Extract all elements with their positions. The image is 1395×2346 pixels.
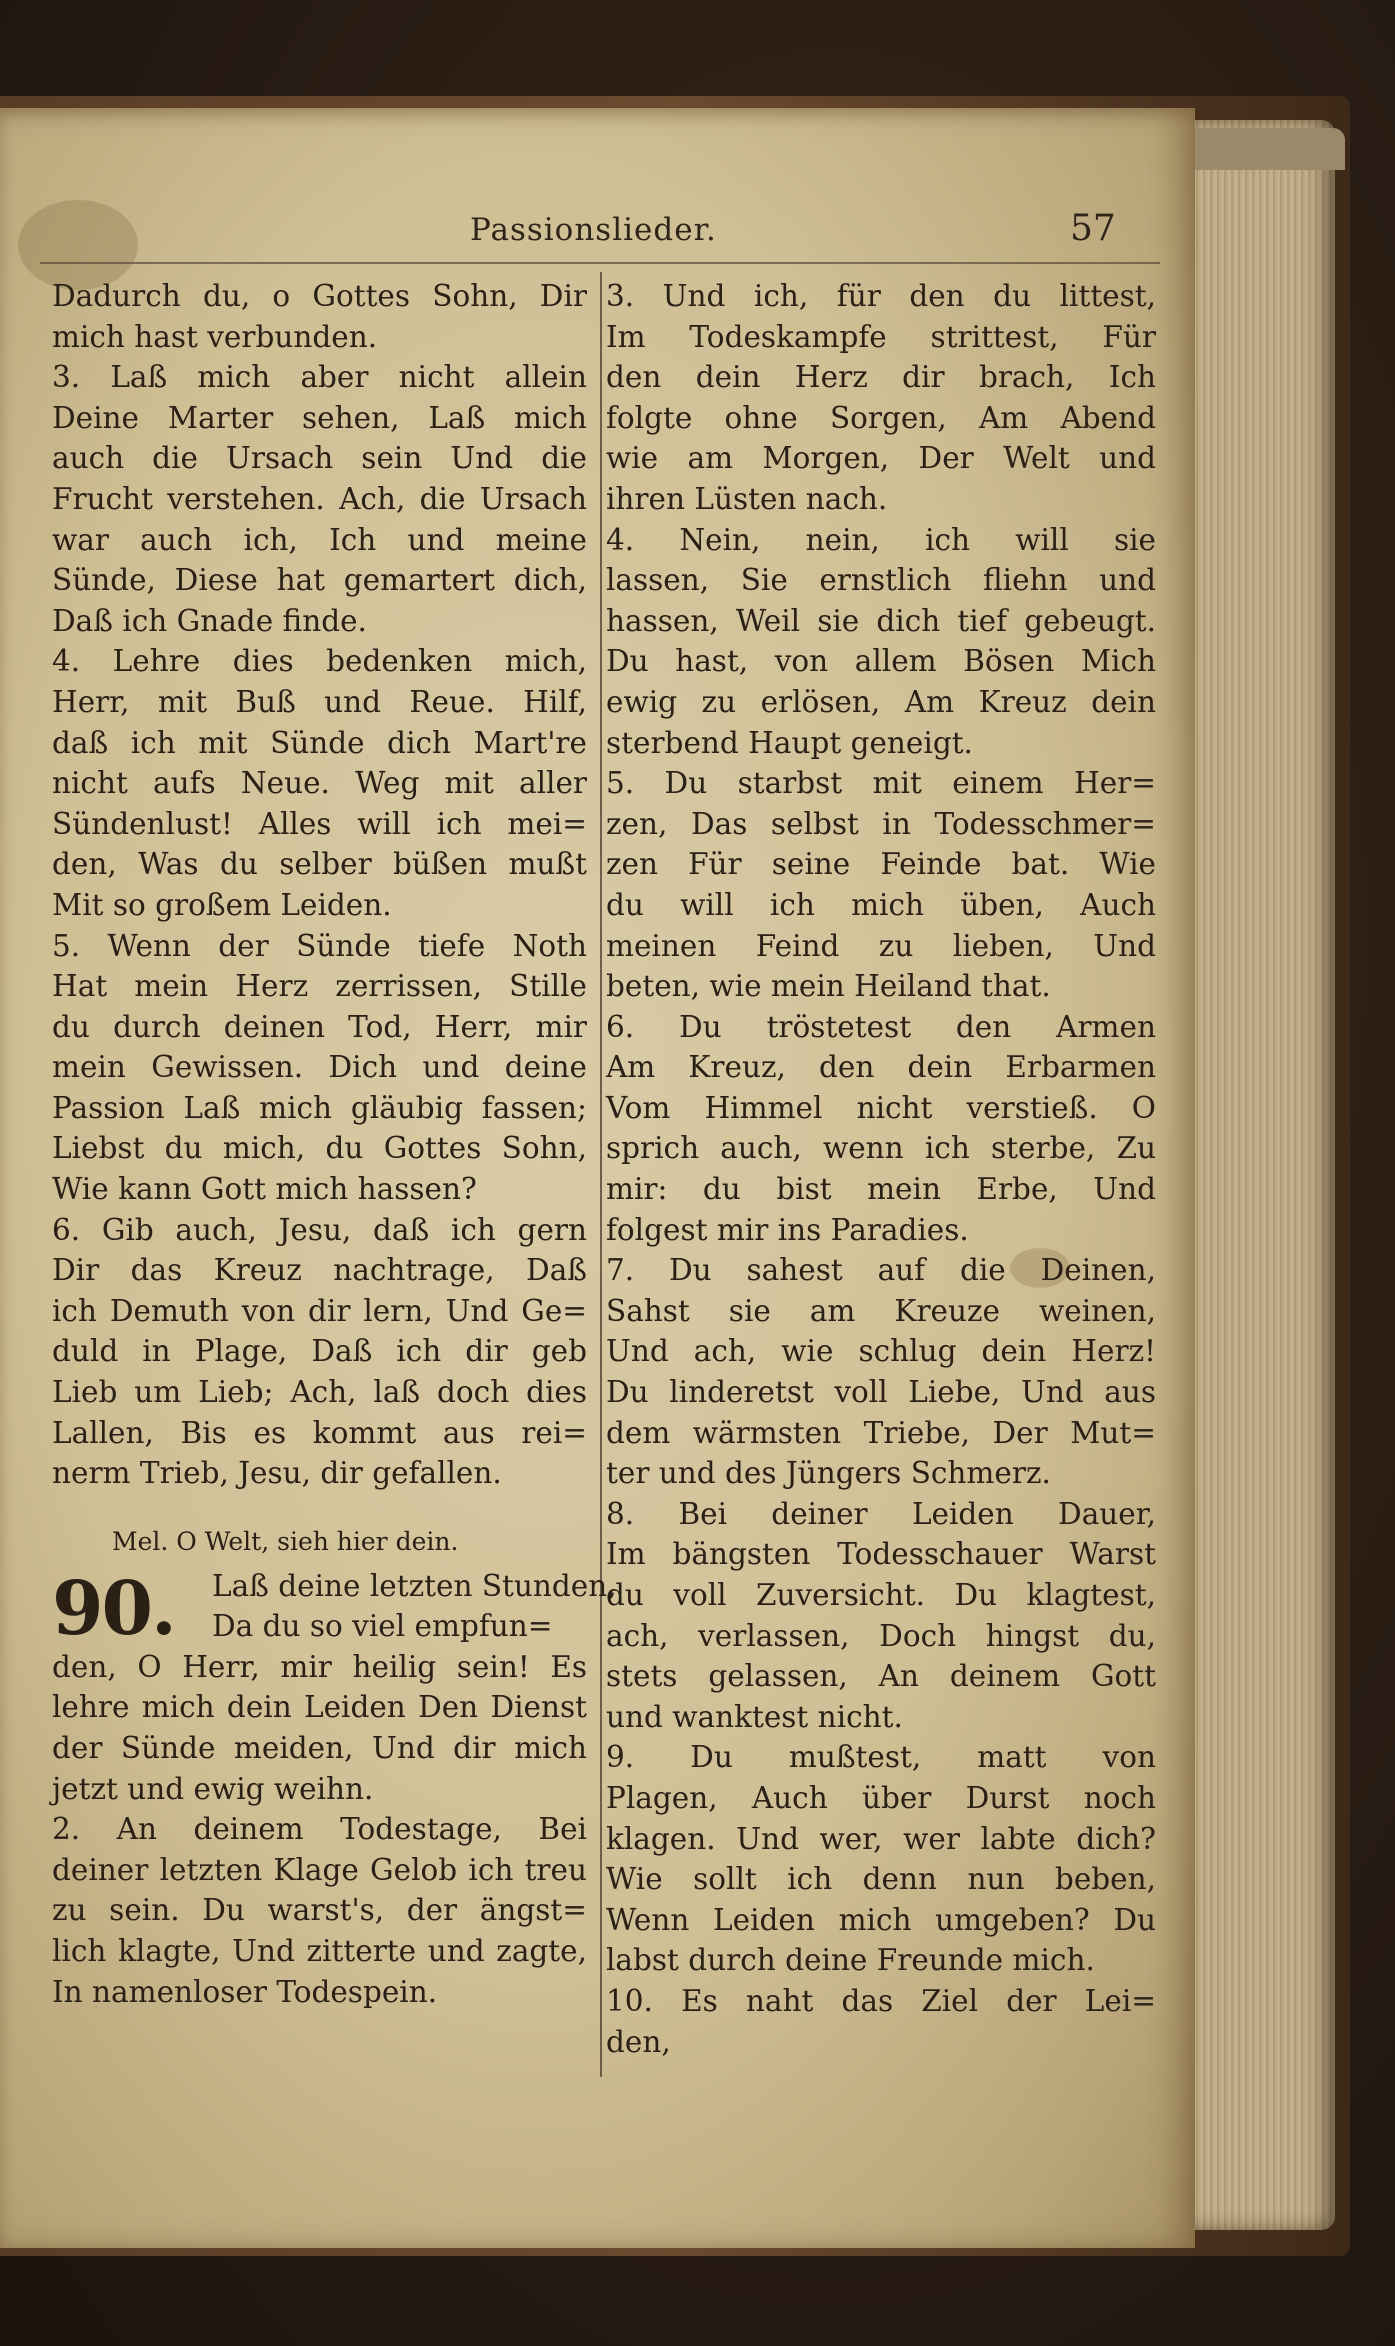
text-line: 2. An deinem Todestage, Bei: [52, 1812, 587, 1847]
text-line: den, Was du selber büßen mußt: [52, 847, 587, 882]
text-line: 5. Du starbst mit einem Her=: [606, 766, 1156, 801]
text-line: 4. Nein, nein, ich will sie: [606, 522, 1156, 557]
hymn-start: [52, 1565, 617, 1652]
text-line: Plagen, Auch über Durst noch: [606, 1780, 1156, 1815]
text-line: Sahst sie am Kreuze weinen,: [606, 1293, 1156, 1328]
left-lines-after: [52, 1647, 587, 2012]
text-line: der Sünde meiden, Und dir mich: [52, 1731, 587, 1765]
text-line: lich klagte, Und zitterte und zagte,: [52, 1933, 587, 1968]
page-edges: [1185, 120, 1335, 2230]
text-line: Dadurch du, o Gottes Sohn, Dir: [52, 279, 587, 313]
text-line: labst durch deine Freunde mich.: [606, 1943, 1095, 1978]
right-lines: [606, 276, 1156, 2062]
left-lines-before: [52, 276, 587, 1494]
text-line: daß ich mit Sünde dich Mart're: [52, 725, 587, 760]
text-line: In namenloser Todespein.: [52, 1974, 438, 2009]
text-line: 3. Laß mich aber nicht allein: [52, 360, 587, 395]
text-line: ewig zu erlösen, Am Kreuz dein: [606, 684, 1156, 719]
text-line: lassen, Sie ernstlich fliehn und: [606, 563, 1156, 598]
text-line: Vom Himmel nicht verstieß. O: [606, 1090, 1156, 1125]
hymn-second-line: Da du so viel empfun=: [212, 1608, 553, 1643]
text-line: beten, wie mein Heiland that.: [606, 969, 1051, 1004]
text-line: zen, Das selbst in Todesschmer=: [606, 806, 1156, 841]
text-line: zen Für seine Feinde bat. Wie: [606, 847, 1156, 882]
text-line: Passion Laß mich gläubig fassen;: [52, 1090, 587, 1125]
text-line: Deine Marter sehen, Laß mich: [52, 400, 587, 435]
text-line: du voll Zuversicht. Du klagtest,: [606, 1578, 1156, 1612]
text-line: folgest mir ins Paradies.: [606, 1212, 969, 1247]
text-line: Und ach, wie schlug dein Herz!: [606, 1334, 1156, 1369]
right-column: [606, 276, 1156, 2062]
text-line: auch die Ursach sein Und die: [52, 441, 587, 476]
text-line: Du linderetst voll Liebe, Und aus: [606, 1375, 1156, 1410]
text-line: klagen. Und wer, wer labte dich?: [606, 1821, 1156, 1856]
text-line: Sünde, Diese hat gemartert dich,: [52, 563, 587, 598]
text-line: Sündenlust! Alles will ich mei=: [52, 806, 587, 841]
text-line: den,: [606, 2024, 671, 2059]
text-line: 5. Wenn der Sünde tiefe Noth: [52, 928, 587, 963]
page-header: [0, 208, 1195, 258]
text-line: den dein Herz dir brach, Ich: [606, 360, 1156, 395]
text-line: 9. Du mußtest, matt von: [606, 1740, 1156, 1775]
text-line: jetzt und ewig weihn.: [52, 1771, 374, 1806]
text-line: ihren Lüsten nach.: [606, 481, 888, 516]
text-line: 6. Du tröstetest den Armen: [606, 1009, 1156, 1044]
text-line: Lieb um Lieb; Ach, laß doch dies: [52, 1375, 587, 1410]
text-line: Du hast, von allem Bösen Mich: [606, 644, 1156, 679]
left-column: [52, 276, 617, 2012]
text-line: nicht aufs Neue. Weg mit aller: [52, 766, 587, 801]
text-line: sprich auch, wenn ich sterbe, Zu: [606, 1131, 1156, 1166]
text-line: hassen, Weil sie dich tief gebeugt.: [606, 603, 1156, 638]
text-line: du durch deinen Tod, Herr, mir: [52, 1009, 587, 1044]
page-number: 57: [1070, 208, 1116, 249]
text-line: Dir das Kreuz nachtrage, Daß: [52, 1253, 587, 1288]
hymn-first-line: Laß deine letzten Stunden,: [212, 1568, 617, 1603]
text-line: Mit so großem Leiden.: [52, 887, 392, 922]
text-line: zu sein. Du warst's, der ängst=: [52, 1893, 587, 1928]
running-head: Passionslieder.: [470, 212, 717, 248]
text-line: Liebst du mich, du Gottes Sohn,: [52, 1131, 587, 1166]
text-line: Lallen, Bis es kommt aus rei=: [52, 1415, 587, 1450]
text-line: folgte ohne Sorgen, Am Abend: [606, 400, 1156, 435]
text-line: dem wärmsten Triebe, Der Mut=: [606, 1415, 1156, 1450]
text-line: Wie sollt ich denn nun beben,: [606, 1862, 1156, 1897]
text-line: und wanktest nicht.: [606, 1699, 903, 1734]
text-line: mein Gewissen. Dich und deine: [52, 1050, 587, 1085]
text-line: 6. Gib auch, Jesu, daß ich gern: [52, 1212, 587, 1247]
text-line: Am Kreuz, den dein Erbarmen: [606, 1050, 1156, 1085]
text-line: 10. Es naht das Ziel der Lei=: [606, 1983, 1156, 2018]
text-line: Daß ich Gnade finde.: [52, 603, 367, 638]
text-line: 4. Lehre dies bedenken mich,: [52, 644, 587, 679]
column-divider: [600, 272, 602, 2077]
text-line: 8. Bei deiner Leiden Dauer,: [606, 1496, 1156, 1531]
text-line: ich Demuth von dir lern, Und Ge=: [52, 1293, 587, 1328]
text-line: Im Todeskampfe strittest, Für: [606, 319, 1156, 354]
text-line: ter und des Jüngers Schmerz.: [606, 1456, 1051, 1491]
hymn-number: 90.: [52, 1565, 175, 1652]
text-line: mir: du bist mein Erbe, Und: [606, 1172, 1156, 1207]
text-line: sterbend Haupt geneigt.: [606, 725, 973, 760]
text-line: lehre mich dein Leiden Den Dienst: [52, 1690, 587, 1725]
text-line: wie am Morgen, Der Welt und: [606, 441, 1156, 476]
header-rule: [40, 262, 1160, 264]
text-line: nerm Trieb, Jesu, dir gefallen.: [52, 1456, 502, 1491]
text-line: Herr, mit Buß und Reue. Hilf,: [52, 684, 587, 719]
text-line: du will ich mich üben, Auch: [606, 887, 1156, 922]
text-line: Frucht verstehen. Ach, die Ursach: [52, 481, 587, 516]
text-line: 7. Du sahest auf die Deinen,: [606, 1253, 1156, 1288]
text-line: meinen Feind zu lieben, Und: [606, 928, 1156, 963]
text-line: deiner letzten Klage Gelob ich treu: [52, 1852, 587, 1887]
text-line: mich hast verbunden.: [52, 319, 378, 354]
text-line: Im bängsten Todesschauer Warst: [606, 1537, 1156, 1572]
book-spine: [1180, 128, 1345, 170]
text-line: 3. Und ich, für den du littest,: [606, 279, 1156, 313]
text-line: ach, verlassen, Doch hingst du,: [606, 1618, 1156, 1653]
text-line: stets gelassen, An deinem Gott: [606, 1659, 1156, 1694]
text-line: Wenn Leiden mich umgeben? Du: [606, 1902, 1156, 1937]
text-line: den, O Herr, mir heilig sein! Es: [52, 1649, 587, 1684]
text-line: Wie kann Gott mich hassen?: [52, 1172, 477, 1207]
text-line: Hat mein Herz zerrissen, Stille: [52, 969, 587, 1004]
melody-line: Mel. O Welt, sieh hier dein.: [112, 1526, 459, 1556]
text-line: duld in Plage, Daß ich dir geb: [52, 1334, 587, 1369]
text-line: war auch ich, Ich und meine: [52, 522, 587, 557]
